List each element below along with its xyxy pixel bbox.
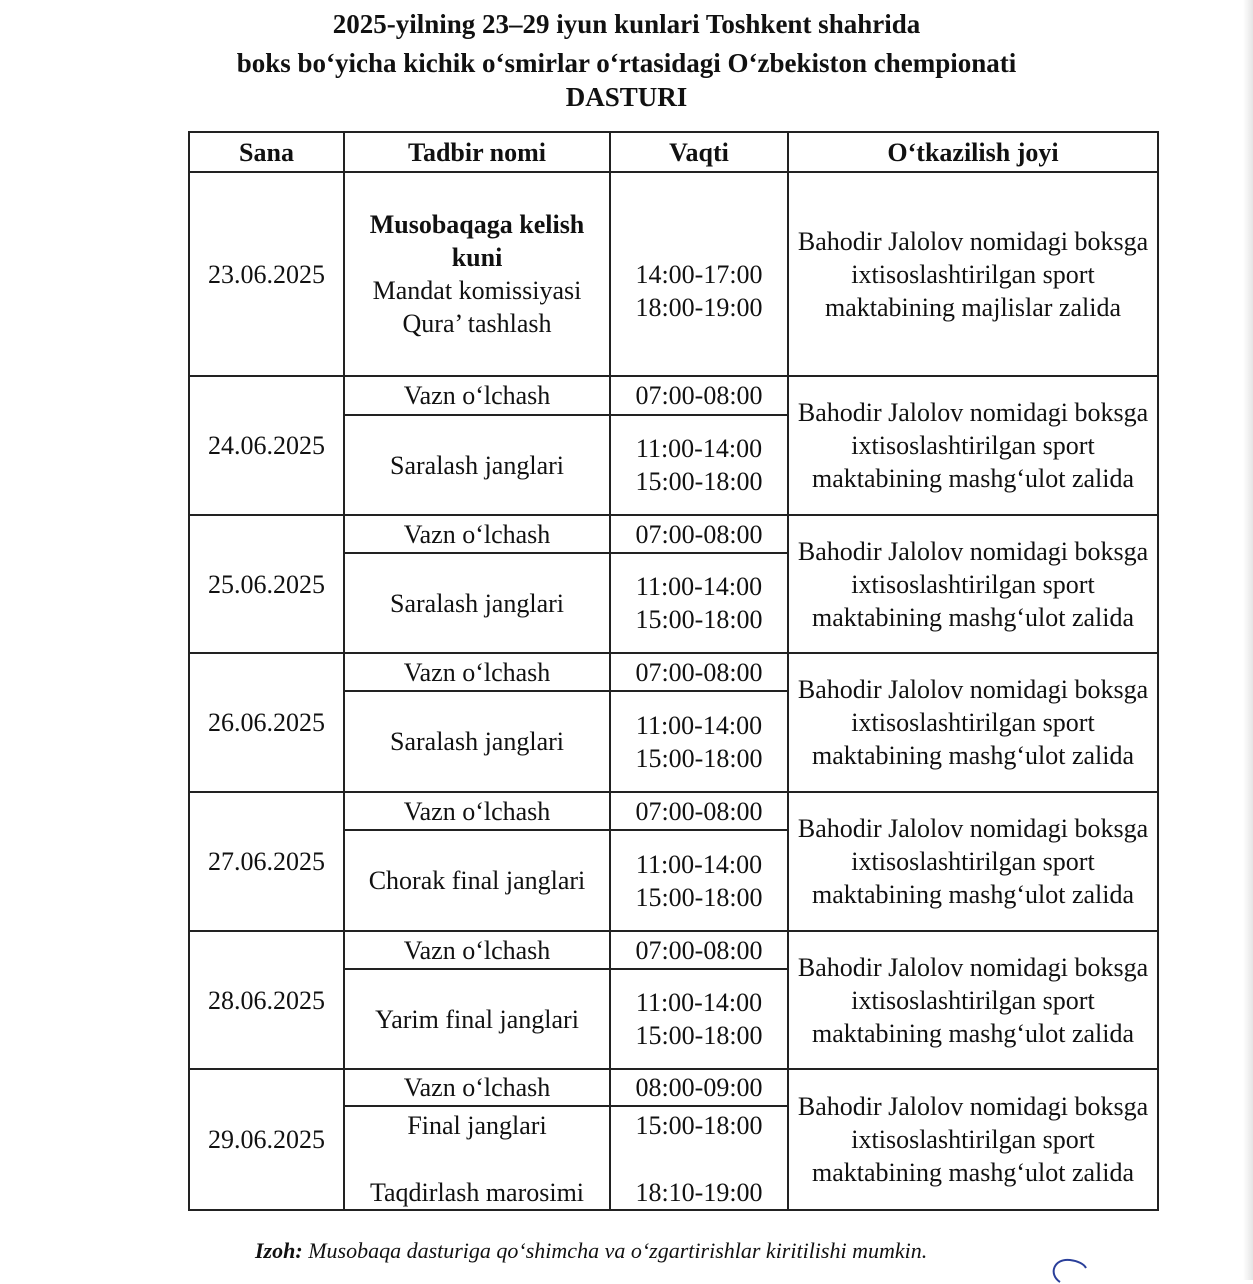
date-cell: 24.06.2025 (189, 376, 344, 515)
header-date: Sana (189, 132, 344, 172)
time-cell: 07:00-08:00 (610, 653, 788, 691)
header-event: Tadbir nomi (344, 132, 610, 172)
table-row (189, 376, 1158, 415)
header-time: Vaqti (610, 132, 788, 172)
time-value: 11:00-14:00 (635, 988, 763, 1017)
time-value: 14:00-17:00 (635, 260, 763, 289)
date-cell: 26.06.2025 (189, 653, 344, 792)
event-name: Qura’ tashlash (402, 309, 552, 338)
time-cell: 07:00-08:00 (610, 931, 788, 969)
event-name: Final janglari (407, 1111, 547, 1140)
title-line-2: boks bo‘yicha kichik o‘smirlar o‘rtasidagi O‘zbekiston chempionati (236, 48, 1017, 78)
venue-cell: Bahodir Jalolov nomidagi boksga ixtisoslashtirilgan sport maktabining mashg‘ulot zalida (788, 931, 1158, 1069)
date-cell: 25.06.2025 (189, 515, 344, 653)
time-value: 18:10-19:00 (635, 1178, 763, 1207)
time-cell: 07:00-08:00 (610, 792, 788, 830)
time-value: 11:00-14:00 (635, 572, 763, 601)
time-cell: 07:00-08:00 (610, 515, 788, 553)
table-row (189, 653, 1158, 691)
time-cell: 08:00-09:00 (610, 1069, 788, 1106)
event-name: Taqdirlash marosimi (369, 1178, 585, 1207)
date-cell: 27.06.2025 (189, 792, 344, 931)
spacer (617, 1142, 781, 1176)
time-cell (610, 415, 788, 515)
event-cell (344, 172, 610, 376)
event-title: Musobaqaga kelish kuni (369, 210, 585, 272)
time-value: 15:00-18:00 (635, 882, 763, 912)
table-header-row (189, 132, 1158, 172)
event-cell (344, 1106, 610, 1210)
event-cell: Saralash janglari (344, 691, 610, 792)
footnote-label: Izoh: (255, 1238, 303, 1263)
event-cell: Vazn o‘lchash (344, 653, 610, 691)
table-row (189, 1069, 1158, 1106)
venue-cell: Bahodir Jalolov nomidagi boksga ixtisoslashtirilgan sport maktabining mashg‘ulot zalida (788, 515, 1158, 653)
event-cell: Vazn o‘lchash (344, 1069, 610, 1106)
time-cell (610, 172, 788, 376)
schedule-table (188, 131, 1159, 1211)
venue-cell: Bahodir Jalolov nomidagi boksga ixtisoslashtirilgan sport maktabining majlislar zalida (788, 172, 1158, 376)
footnote (255, 1238, 927, 1264)
venue-cell: Bahodir Jalolov nomidagi boksga ixtisoslashtirilgan sport maktabining mashg‘ulot zalida (788, 1069, 1158, 1210)
title-line-1: 2025-yilning 23–29 iyun kunlari Toshkent shahrida (332, 9, 921, 39)
header-venue: O‘tkazilish joyi (788, 132, 1158, 172)
event-name: Mandat komissiyasi (372, 276, 582, 305)
venue-cell: Bahodir Jalolov nomidagi boksga ixtisoslashtirilgan sport maktabining mashg‘ulot zalida (788, 792, 1158, 931)
time-value: 18:00-19:00 (635, 293, 763, 322)
time-cell (610, 969, 788, 1069)
event-cell: Saralash janglari (344, 553, 610, 653)
table-row (189, 515, 1158, 553)
event-cell: Vazn o‘lchash (344, 931, 610, 969)
table-row (189, 931, 1158, 969)
time-value: 11:00-14:00 (635, 849, 763, 879)
time-cell (610, 1106, 788, 1210)
time-value: 15:00-18:00 (635, 1111, 763, 1140)
event-cell: Vazn o‘lchash (344, 376, 610, 415)
event-cell: Yarim final janglari (344, 969, 610, 1069)
time-value: 15:00-18:00 (635, 1021, 763, 1050)
time-value: 11:00-14:00 (635, 434, 763, 463)
time-cell (610, 553, 788, 653)
spacer (617, 224, 781, 258)
table-row (189, 792, 1158, 830)
time-value: 11:00-14:00 (635, 710, 763, 740)
time-cell (610, 830, 788, 931)
event-cell: Vazn o‘lchash (344, 792, 610, 830)
event-cell: Saralash janglari (344, 415, 610, 515)
page-edge-shadow (1243, 0, 1253, 1280)
spacer (351, 1142, 603, 1176)
time-value: 15:00-18:00 (635, 605, 763, 634)
time-value: 15:00-18:00 (635, 467, 763, 496)
venue-cell: Bahodir Jalolov nomidagi boksga ixtisoslashtirilgan sport maktabining mashg‘ulot zalida (788, 653, 1158, 792)
event-cell: Vazn o‘lchash (344, 515, 610, 553)
title-line-3: DASTURI (565, 82, 688, 112)
table-row (189, 172, 1158, 376)
date-cell: 29.06.2025 (189, 1069, 344, 1210)
event-cell: Chorak final janglari (344, 830, 610, 931)
date-cell: 28.06.2025 (189, 931, 344, 1069)
time-value: 15:00-18:00 (635, 743, 763, 773)
footnote-text: Musobaqa dasturiga qo‘shimcha va o‘zgartirishlar kiritilishi mumkin. (308, 1238, 928, 1263)
time-cell: 07:00-08:00 (610, 376, 788, 415)
time-cell (610, 691, 788, 792)
venue-cell: Bahodir Jalolov nomidagi boksga ixtisoslashtirilgan sport maktabining mashg‘ulot zalida (788, 376, 1158, 515)
date-cell: 23.06.2025 (189, 172, 344, 376)
